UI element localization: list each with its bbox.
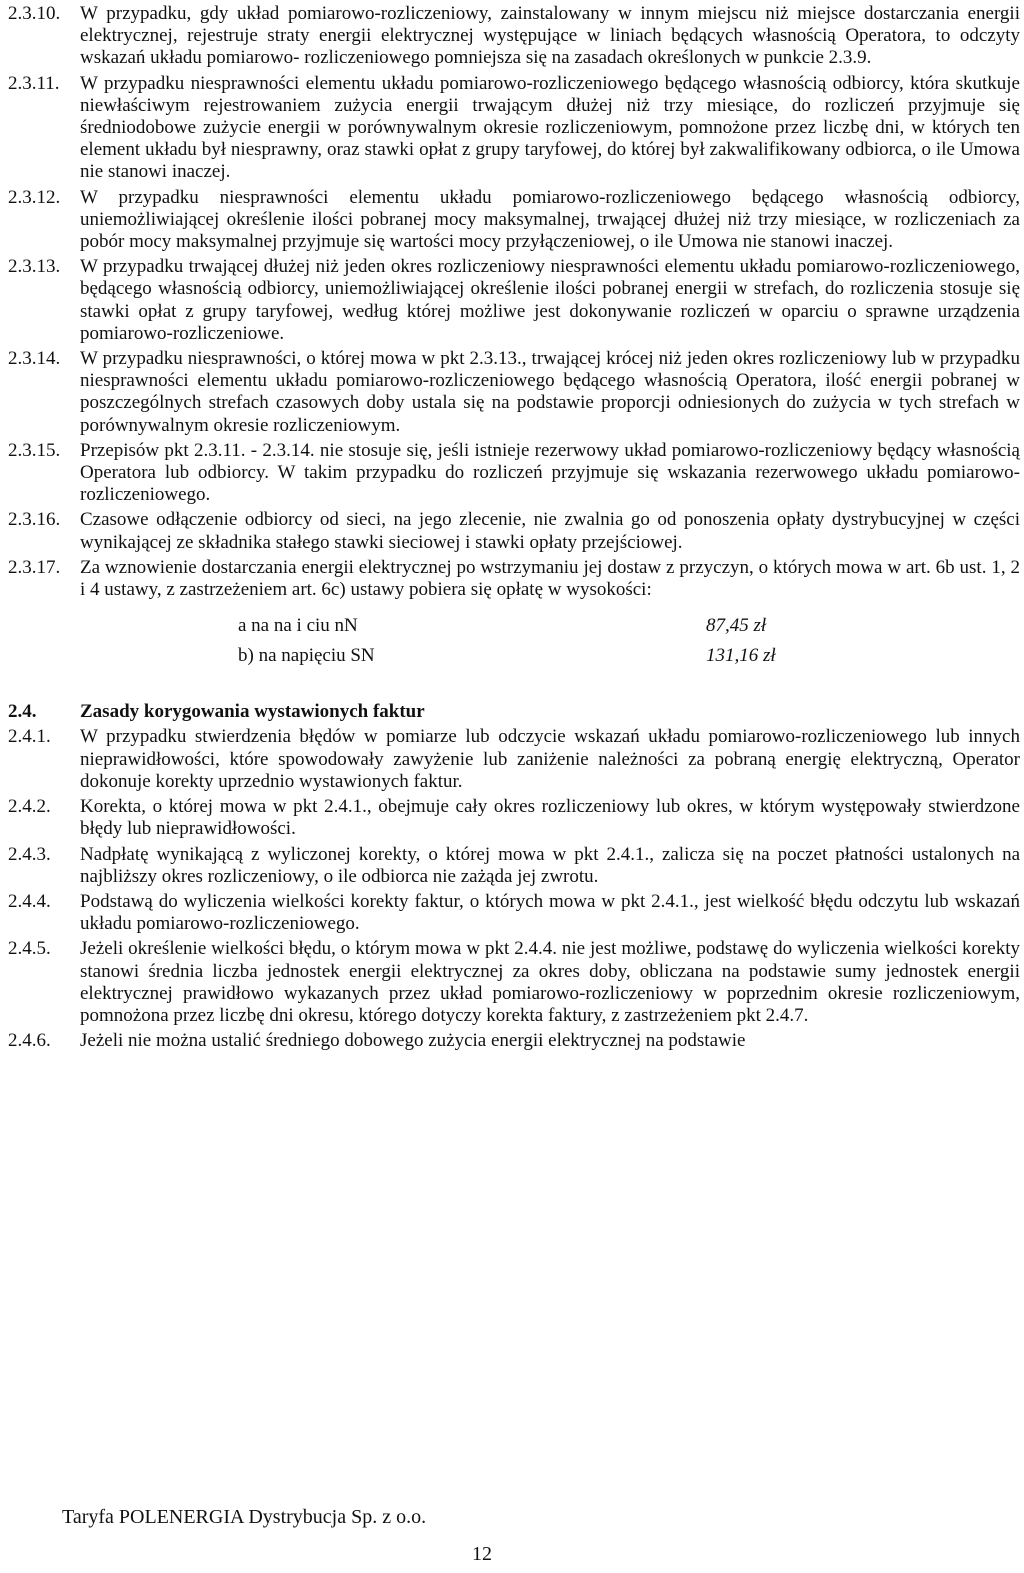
paragraph-text: Za wznowienie dostarczania energii elektrycznej po wstrzymaniu jej dostaw z przyczyn, o których mowa w art. 6b ust. 1, 2 i 4 ustawy, z zastrzeżeniem art. 6c) ustawy pobiera się opłatę w wysokości: (80, 556, 1020, 601)
fee-value: 87,45 zł (706, 615, 767, 637)
paragraph-text: W przypadku niesprawności elementu układu pomiarowo-rozliczeniowego będącego własnością odbiorcy, uniemożliwiającej określenie ilości pobranej mocy maksymalnej, trwającej dłużej niż trzy miesiące, w rozliczeniach za pobór mocy maksymalnej przyjmuje się wartości mocy przyłączeniowej, o ile Umowa nie stanowi inaczej. (80, 186, 1020, 253)
paragraph-text: W przypadku niesprawności, o której mowa w pkt 2.3.13., trwającej krócej niż jeden okres rozliczeniowy lub w przypadku niesprawności elementu układu pomiarowo-rozliczeniowego będącego własnością Operatora, ilość energii pobranej w poszczególnych strefach czasowych doby ustala się na podstawie proporcji odniesionych do zużycia w tych strefach w porównywalnym okresie rozliczeniowym. (80, 348, 1020, 436)
paragraph-text: W przypadku, gdy układ pomiarowo-rozliczeniowy, zainstalowany w innym miejscu niż miejsce dostarczania energii elektrycznej, rejestruje straty energii elektrycznej występujące w liniach będących własnością Operatora, to odczyty wskazań układu pomiarowo- rozliczeniowego pomniejsza się na zasadach określonych w punkcie 2.3.9. (80, 3, 1020, 69)
paragraph-number: 2.4.2. (8, 796, 51, 818)
paragraph-2-3-16 (0, 509, 1024, 553)
paragraph-2-3-17 (0, 557, 1024, 601)
paragraph-number: 2.4.5. (8, 938, 51, 960)
paragraph-2-3-11 (0, 73, 1024, 184)
paragraph-number: 2.3.10. (8, 3, 61, 24)
paragraph-number: 2.4.4. (8, 890, 51, 912)
paragraph-2-4-2 (0, 796, 1024, 840)
paragraph-number: 2.3.13. (8, 256, 61, 278)
fee-table (0, 615, 1024, 675)
fee-label: a na na i ciu nN (238, 615, 358, 637)
paragraph-text: W przypadku niesprawności elementu układu pomiarowo-rozliczeniowego będącego własnością odbiorcy, która skutkuje niewłaściwym rejestrowaniem zużycia energii trwającym dłużej niż trzy miesiące, do rozliczeń przyjmuje się średniodobowe zużycie energii w porównywalnym okresie rozliczeniowym, pomnożone przez liczbę dni, w których ten element układu był niesprawny, oraz stawki opłat z grupy taryfowej, do której był zakwalifikowany odbiorca, o ile Umowa nie stanowi inaczej. (80, 72, 1020, 183)
paragraph-2-3-13 (0, 256, 1024, 345)
paragraph-text: Jeżeli określenie wielkości błędu, o którym mowa w pkt 2.4.4. nie jest możliwe, podstawę do wyliczenia wielkości korekty stanowi średnia liczba jednostek energii elektrycznej za okres doby, obliczana na podstawie sumy jednostek energii elektrycznej prawidłowo wykazanych przez układ pomiarowo-rozliczeniowy w poprzednim okresie rozliczeniowym, pomnożona przez liczbę dni okresu, którego dotyczy korekta faktury, z zastrzeżeniem pkt 2.4.7. (80, 938, 1020, 1026)
paragraph-2-4-6 (0, 1030, 1024, 1052)
paragraph-number: 2.3.17. (8, 556, 61, 578)
paragraph-text: Przepisów pkt 2.3.11. - 2.3.14. nie stosuje się, jeśli istnieje rezerwowy układ pomiarowo-rozliczeniowy będący własnością Operatora lub odbiorcy. W takim przypadku do rozliczeń przyjmuje się wskazania rezerwowego układu pomiarowo-rozliczeniowego. (80, 439, 1020, 506)
paragraph-number: 2.3.14. (8, 348, 61, 370)
paragraph-2-4-1 (0, 726, 1024, 793)
paragraph-2-3-15 (0, 440, 1024, 507)
paragraph-2-3-14 (0, 348, 1024, 437)
paragraph-number: 2.3.16. (8, 509, 61, 531)
paragraph-text: Podstawą do wyliczenia wielkości korekty faktur, o których mowa w pkt 2.4.1., jest wielkość błędu odczytu lub wskazań układu pomiarowo-rozliczeniowego. (80, 890, 1020, 935)
paragraph-2-4-5 (0, 938, 1024, 1027)
section-2-3 (0, 3, 1024, 601)
paragraph-2-4-3 (0, 844, 1024, 888)
fee-label: b) na napięciu SN (238, 645, 375, 667)
paragraph-text: W przypadku stwierdzenia błędów w pomiarze lub odczycie wskazań układu pomiarowo-rozliczeniowego lub innych nieprawidłowości, które spowodowały zawyżenie lub zaniżenie należności za pobraną energię elektryczną, Operator dokonuje korekty uprzednio wystawionych faktur. (80, 726, 1020, 792)
paragraph-text: W przypadku trwającej dłużej niż jeden okres rozliczeniowy niesprawności elementu układu pomiarowo-rozliczeniowego, będącego własnością odbiorcy, uniemożliwiającej określenie ilości pobranej energii w strefach, do rozliczenia stosuje się stawki opłat z grupy taryfowej, według której możliwe jest dokonywanie rozliczeń w oparciu o sprawne urządzenia pomiarowo-rozliczeniowe. (80, 256, 1020, 344)
fee-row-nn (0, 615, 1024, 645)
section-title: Zasady korygowania wystawionych faktur (80, 701, 425, 723)
paragraph-text: Jeżeli nie można ustalić średniego dobowego zużycia energii elektrycznej na podstawie (80, 1030, 746, 1052)
paragraph-2-3-12 (0, 187, 1024, 254)
paragraph-number: 2.4.1. (8, 726, 51, 748)
paragraph-2-3-10 (0, 3, 1024, 70)
paragraph-text: Czasowe odłączenie odbiorcy od sieci, na jego zlecenie, nie zwalnia go od ponoszenia opłaty dystrybucyjnej w części wynikającej ze składnika stałego stawki sieciowej i stawki opłaty przejściowej. (80, 509, 1020, 553)
footer-company: Taryfa POLENERGIA Dystrybucja Sp. z o.o. (62, 1506, 427, 1528)
paragraph-number: 2.4.6. (8, 1030, 51, 1052)
section-2-4-heading (0, 701, 1024, 723)
paragraph-number: 2.3.12. (8, 186, 61, 208)
paragraph-number: 2.3.15. (8, 439, 61, 461)
page-number: 12 (472, 1543, 492, 1565)
fee-value: 131,16 zł (706, 645, 776, 667)
paragraph-2-4-4 (0, 891, 1024, 935)
fee-row-sn (0, 645, 1024, 675)
paragraph-number: 2.3.11. (8, 72, 60, 94)
section-number: 2.4. (8, 701, 37, 723)
paragraph-text: Korekta, o której mowa w pkt 2.4.1., obejmuje cały okres rozliczeniowy lub okres, w którym występowały stwierdzone błędy lub nieprawidłowości. (80, 796, 1020, 840)
paragraph-number: 2.4.3. (8, 843, 51, 865)
paragraph-text: Nadpłatę wynikającą z wyliczonej korekty, o której mowa w pkt 2.4.1., zalicza się na poczet płatności ustalonych na najbliższy okres rozliczeniowy, o ile odbiorca nie zażąda jej zwrotu. (80, 843, 1020, 887)
section-2-4 (0, 726, 1024, 1052)
document-page (0, 3, 1024, 1055)
